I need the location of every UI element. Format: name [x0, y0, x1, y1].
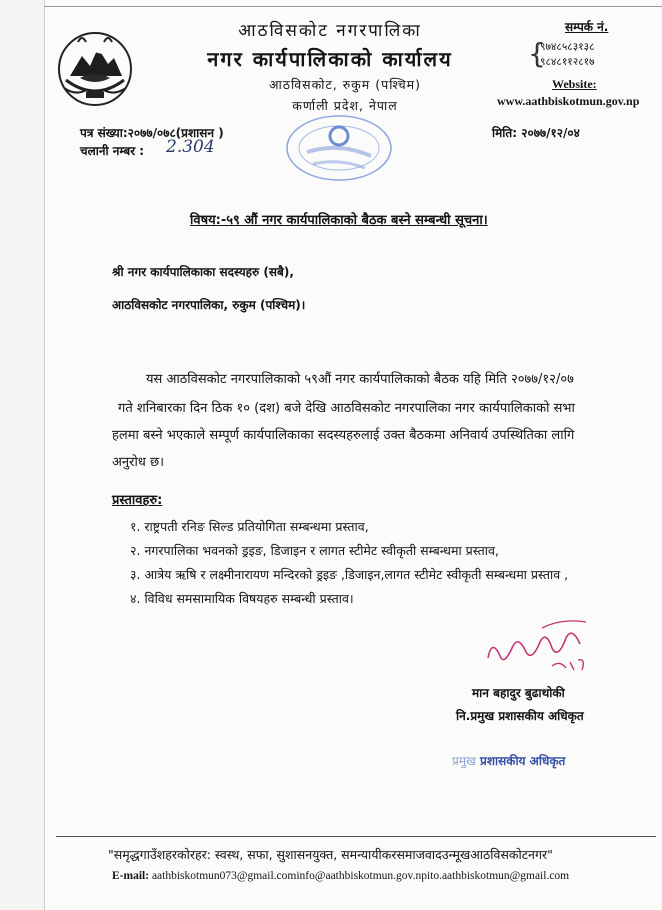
subject-line: विषय:-५९ औं नगर कार्यपालिकाको बैठक बस्ने सम्बन्धी सूचना।	[190, 213, 488, 228]
designation-stamp-text: प्रशासकीय अधिकृत	[480, 754, 566, 768]
recipient-line-1: श्री नगर कार्यपालिकाका सदस्यहरु (सबै),	[112, 265, 294, 279]
website-heading: Website:	[552, 77, 597, 91]
phone-bracket: {	[528, 37, 546, 70]
proposal-item-3: ३. आत्रेय ऋषि र लक्ष्मीनारायण मन्दिरको ड्रइङ ,डिजाइन,लागत स्टीमेट स्वीकृती सम्बन्धमा प्रस्ताव ,	[130, 567, 569, 582]
body-line-3: हलमा बस्ने भएकाले सम्पूर्ण कार्यपालिकाका सदस्यहरुलाई उक्त बैठकमा अनिवार्य उपस्थितिका लागि	[112, 428, 575, 443]
top-rule	[44, 6, 662, 7]
proposal-item-4: ४. विविध समसामायिक विषयहरु सम्बन्धी प्रस्ताव।	[130, 591, 354, 606]
signer-name: मान बहादुर बुढाथोकी	[472, 686, 565, 700]
designation-stamp	[452, 752, 565, 769]
email-addresses[interactable]: aathbiskotmun073@gmail.cominfo@aathbiskotmun.gov.npito.aathbiskotmun@gmail.com	[151, 870, 570, 882]
letter-date: मिति: २०७७/१२/०४	[492, 126, 580, 140]
body-line-2: गते शनिबारका दिन ठिक १० (दश) बजे देखि आठविसकोट नगरपालिका नगर कार्यपालिकाको सभा	[118, 401, 575, 416]
footer-rule	[56, 836, 656, 837]
office-name: नगर कार्यपालिकाको कार्यालय	[207, 47, 453, 71]
handwritten-signature-icon	[482, 608, 602, 678]
proposal-item-1: १. राष्ट्रपती रनिङ सिल्ड प्रतियोगिता सम्बन्धमा प्रस्ताव,	[130, 519, 369, 534]
body-line-4: अनुरोध छ।	[112, 455, 164, 470]
designation-stamp-faint: प्रमुख	[452, 754, 476, 768]
phone-number-1: ९७४८५८३१३८	[540, 41, 595, 53]
reference-number: पत्र संख्या:२०७७/०७८(प्रशासन )	[80, 126, 224, 140]
website-link[interactable]: www.aathbiskotmun.gov.np	[497, 94, 640, 108]
footer-email	[112, 870, 569, 882]
recipient-line-2: आठविसकोट नगरपालिका, रुकुम (पश्चिम)।	[112, 298, 306, 312]
nepal-emblem-icon	[56, 30, 134, 108]
signer-title: नि.प्रमुख प्रशासकीय अधिकृत	[456, 709, 584, 723]
office-seal-icon	[283, 112, 395, 184]
dispatch-number-handwritten: 2.304	[166, 137, 215, 157]
dispatch-label: चलानी नम्बर :	[80, 144, 145, 158]
organization-name: आठविसकोट नगरपालिका	[238, 21, 422, 41]
address-line-2: कर्णाली प्रदेश, नेपाल	[292, 98, 398, 113]
email-label: E-mail:	[112, 870, 150, 882]
proposals-heading: प्रस्तावहरु:	[112, 493, 163, 508]
address-line-1: आठविसकोट, रुकुम (पश्चिम)	[268, 77, 422, 92]
contact-heading: सम्पर्क नं.	[565, 20, 609, 34]
footer-motto: "समृद्धगाउँशहरकोरहर: स्वस्थ, सफा, सुशासनयुक्त, समन्यायीकरसमाजवादउन्मूखआठविसकोटनगर"	[108, 847, 553, 862]
body-line-1: यस आठविसकोट नगरपालिकाको ५९औं नगर कार्यपालिकाको बैठक यहि मिति २०७७/१२/०७	[146, 372, 574, 387]
phone-number-2: ९८४८११२८१७	[540, 56, 595, 68]
proposal-item-2: २. नगरपालिका भवनको ड्रइङ, डिजाइन र लागत स्टीमेट स्वीकृती सम्बन्धमा प्रस्ताव,	[130, 543, 499, 558]
